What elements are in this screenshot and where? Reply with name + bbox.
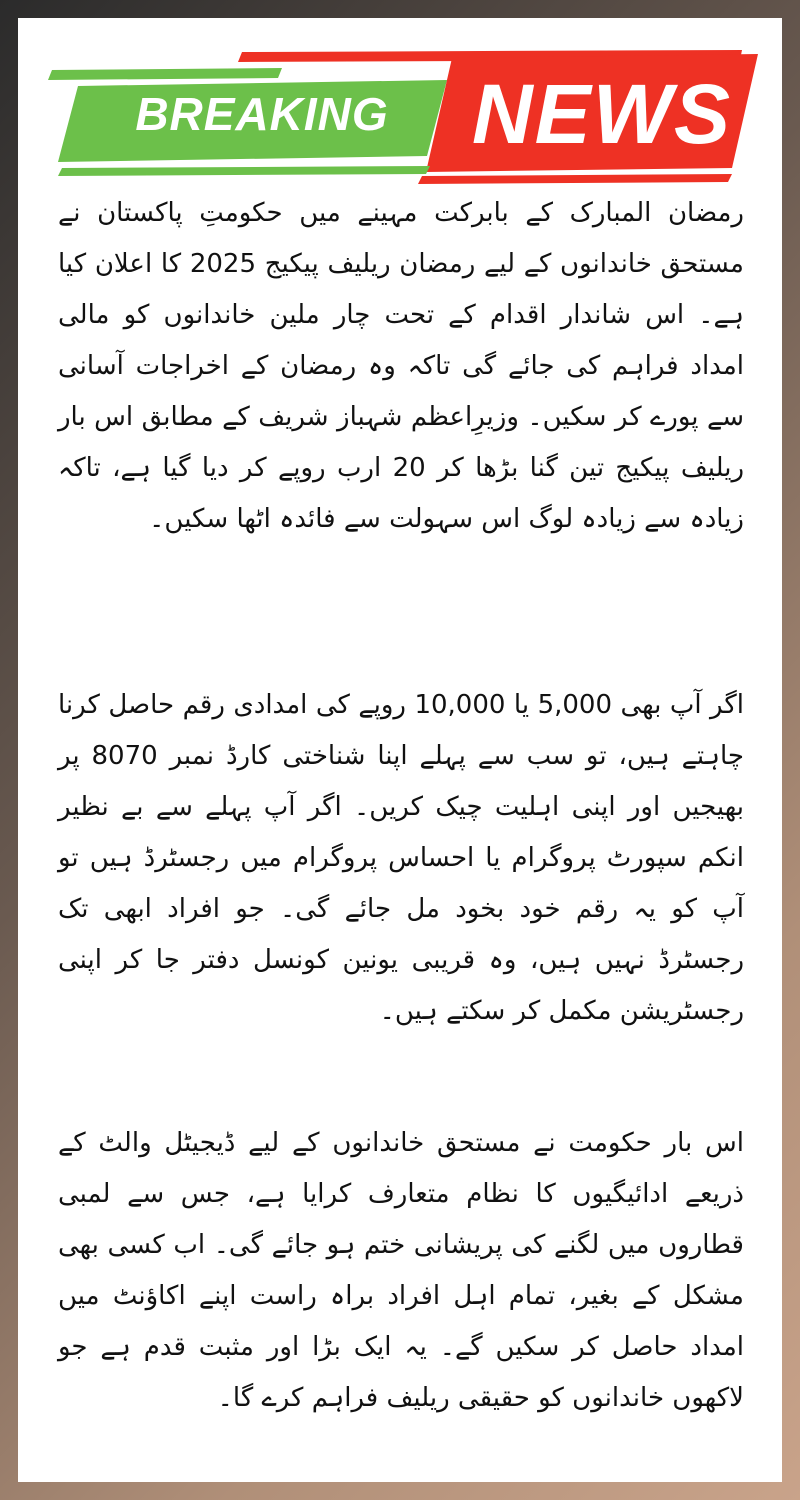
article-card: [18, 18, 782, 1482]
paragraph-digital-wallet: اس بار حکومت نے مستحق خاندانوں کے لیے ڈیجیٹل والٹ کے ذریعے ادائیگیوں کا نظام متعارف کرایا ہے، جس سے لمبی قطاروں میں لگنے کی پریشانی ختم ہو جائے گی۔ اب کسی بھی مشکل کے بغیر، تمام اہل افراد براہ راست اپنے اکاؤنٹ میں امداد حاصل کر سکیں گے۔ یہ ایک بڑا اور مثبت قدم ہے جو لاکھوں خاندانوں کو حقیقی ریلیف فراہم کرے گا۔: [58, 1128, 744, 1413]
paragraph-eligibility: اگر آپ بھی 5,000 یا 10,000 روپے کی امدادی رقم حاصل کرنا چاہتے ہیں، تو سب سے پہلے اپنا شناختی کارڈ نمبر 8070 پر بھیجیں اور اپنی اہلیت چیک کریں۔ اگر آپ پہلے سے بے نظیر انکم سپورٹ پروگرام یا احساس پروگرام میں رجسٹرڈ ہیں تو آپ کو یہ رقم خود بخود مل جائے گی۔ جو افراد ابھی تک رجسٹرڈ نہیں ہیں، وہ قریبی یونین کونسل دفتر جا کر اپنی رجسٹریشن مکمل کر سکتے ہیں۔: [58, 690, 744, 1026]
green-bottom-stripe: [58, 166, 430, 176]
red-bottom-stripe: [418, 174, 732, 184]
breaking-news-banner: [42, 44, 762, 184]
breaking-word: BREAKING: [135, 88, 389, 140]
green-top-stripe: [48, 68, 282, 80]
news-word: NEWS: [472, 67, 732, 161]
paragraph-relief-announcement: رمضان المبارک کے بابرکت مہینے میں حکومتِ پاکستان نے مستحق خاندانوں کے لیے رمضان ریلیف پیکیج 2025 کا اعلان کیا ہے۔ اس شاندار اقدام کے تحت چار ملین خاندانوں کو مالی امداد فراہم کی جائے گی تاکہ وہ رمضان کے اخراجات آسانی سے پورے کر سکیں۔ وزیرِاعظم شہباز شریف کے مطابق اس بار ریلیف پیکیج تین گنا بڑھا کر 20 ارب روپے کر دیا گیا ہے، تاکہ زیادہ سے زیادہ لوگ اس سہولت سے فائدہ اٹھا سکیں۔: [58, 198, 744, 534]
